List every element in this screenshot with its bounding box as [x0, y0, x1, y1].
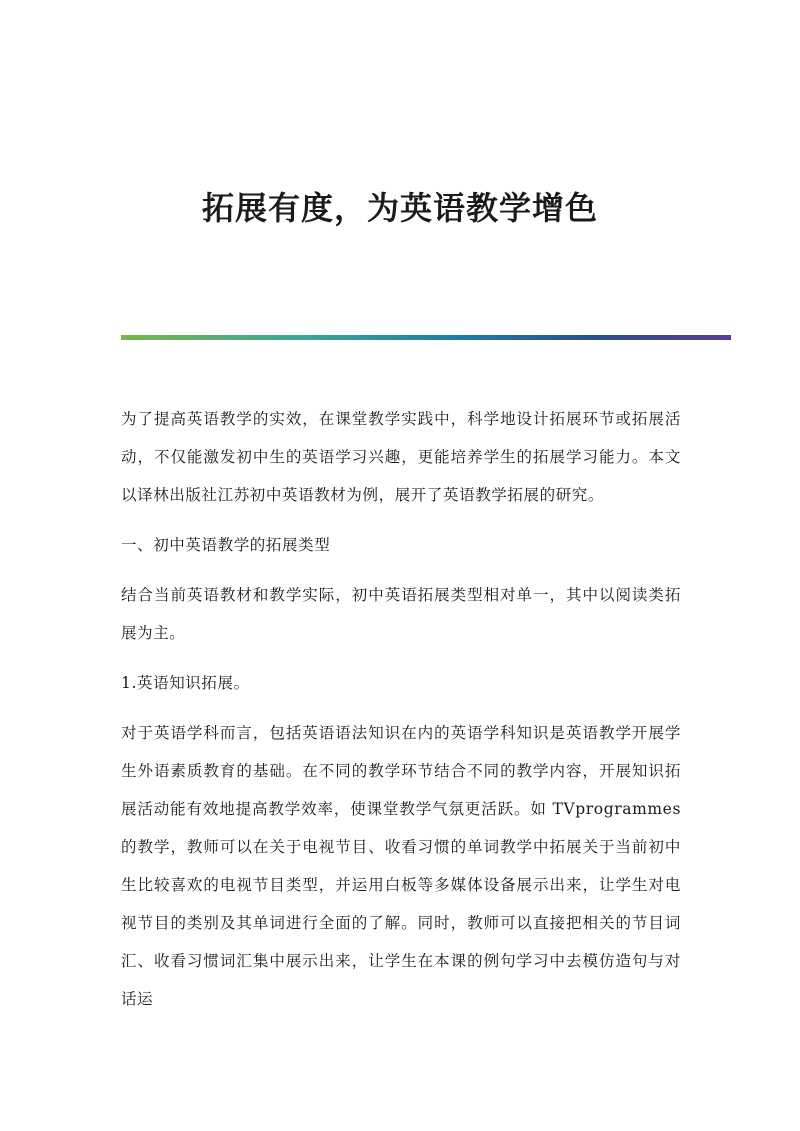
section-heading: 一、初中英语教学的拓展类型 [121, 536, 331, 554]
paragraph-types: 结合当前英语教材和教学实际，初中英语拓展类型相对单一，其中以阅读类拓展为主。 [121, 586, 681, 642]
document-body [121, 400, 681, 1030]
document-title: 拓展有度，为英语教学增色 [201, 189, 598, 227]
paragraph-intro: 为了提高英语教学的实效，在课堂教学实践中，科学地设计拓展环节或拓展活动，不仅能激发初中生的英语学习兴趣，更能培养学生的拓展学习能力。本文以译林出版社江苏初中英语教材为例，展开了英语教学拓展的研究。 [121, 410, 681, 504]
paragraph-knowledge: 对于英语学科而言，包括英语语法知识在内的英语学科知识是英语教学开展学生外语素质教育的基础。在不同的教学环节结合不同的教学内容，开展知识拓展活动能有效地提高教学效率，使课堂教学气氛更活跃。如 TVprogrammes 的教学，教师可以在关于电视节目、收看习惯的单词教学中拓展关于当前初中生比较喜欢的电视节目类型，并运用白板等多媒体设备展示出来，让学生对电视节目的类别及其单词进行全面的了解。同时，教师可以直接把相关的节目词汇、收看习惯词汇集中展示出来，让学生在本课的例句学习中去模仿造句与对话运 [121, 724, 681, 1008]
title-divider [121, 335, 731, 340]
subsection-heading: 1.英语知识拓展。 [121, 674, 250, 692]
